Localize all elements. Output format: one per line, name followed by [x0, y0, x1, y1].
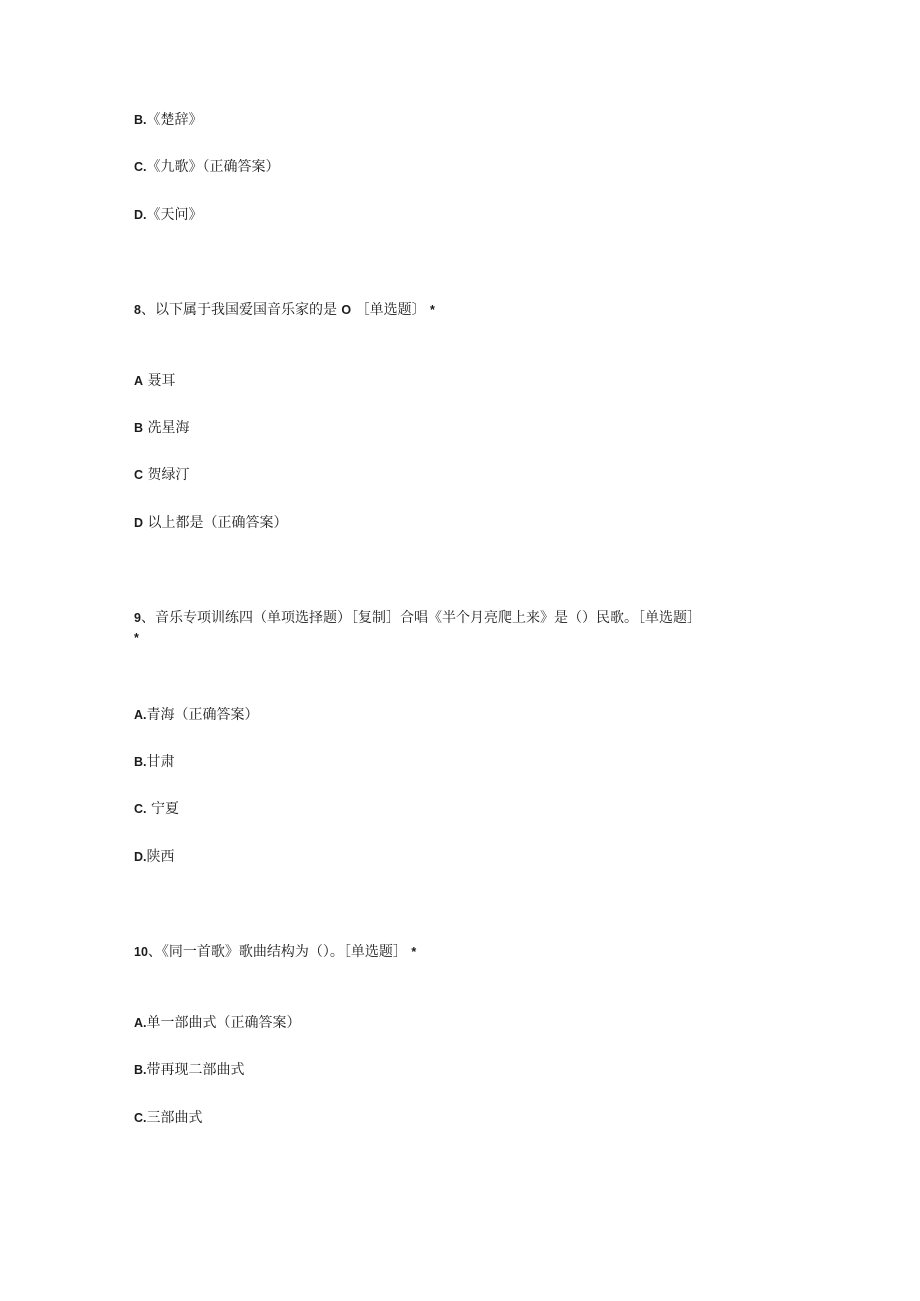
- option-text: 陕西: [146, 849, 175, 865]
- q8-option-b: [134, 418, 189, 438]
- q9-option-c: [134, 799, 179, 819]
- option-key: D.: [134, 208, 147, 222]
- q10-option-c: [134, 1108, 203, 1128]
- option-key: B.: [134, 113, 147, 127]
- option-key: A.: [134, 708, 147, 722]
- q7-option-b: [134, 110, 203, 130]
- q7-option-d: [134, 205, 203, 225]
- option-text: 以上都是（正确答案）: [147, 515, 288, 531]
- option-key: D: [134, 516, 144, 530]
- q10-option-a: [134, 1013, 301, 1033]
- option-text: 三部曲式: [146, 1110, 203, 1126]
- option-key: B.: [134, 755, 147, 769]
- option-text: 单一部曲式（正确答案）: [146, 1015, 301, 1031]
- question-text: 、《同一首歌》歌曲结构为（）。［单选题］: [147, 944, 407, 960]
- option-key: A: [134, 374, 144, 388]
- option-text: 宁夏: [146, 801, 179, 817]
- option-text: 冼星海: [147, 420, 190, 436]
- q7-option-c: [134, 157, 280, 177]
- q8-option-d: [134, 513, 287, 533]
- q9-option-a: [134, 705, 259, 725]
- option-text: 聂耳: [147, 373, 176, 389]
- required-star: *: [134, 631, 139, 645]
- option-key: A.: [134, 1016, 147, 1030]
- question-text: 、音乐专项训练四（单项选择题）［复制］合唱《半个月亮爬上来》是（）民歌。［单选题］: [140, 610, 701, 626]
- option-key: B: [134, 421, 144, 435]
- q9-stem: [134, 608, 784, 648]
- q8-option-c: [134, 465, 189, 485]
- option-key: C.: [134, 160, 147, 174]
- option-text: 青海（正确答案）: [146, 707, 259, 723]
- question-number: 10: [134, 945, 148, 959]
- option-key: C.: [134, 1111, 147, 1125]
- option-text: 《天问》: [146, 207, 203, 223]
- q8-option-a: [134, 371, 175, 391]
- option-text: 甘肃: [146, 754, 175, 770]
- option-text: 《九歌》（正确答案）: [146, 159, 280, 175]
- q10-stem: [134, 942, 416, 962]
- q10-option-b: [134, 1060, 245, 1080]
- question-number: 9: [134, 611, 141, 625]
- question-text: 、以下属于我国爱国音乐家的是: [140, 302, 337, 318]
- option-key: D.: [134, 850, 147, 864]
- required-star: *: [430, 303, 435, 317]
- question-number: 8: [134, 303, 141, 317]
- q9-option-b: [134, 752, 175, 772]
- option-key: C.: [134, 802, 147, 816]
- required-star: *: [411, 945, 417, 959]
- question-type-tag: ［单选题〕: [355, 302, 426, 318]
- option-text: 《楚辞》: [146, 112, 203, 128]
- q9-option-d: [134, 847, 175, 867]
- option-key: B.: [134, 1063, 147, 1077]
- question-blank: O: [341, 303, 352, 317]
- option-text: 贺绿汀: [147, 467, 190, 483]
- option-text: 带再现二部曲式: [146, 1062, 245, 1078]
- q8-stem: [134, 300, 435, 320]
- option-key: C: [134, 468, 144, 482]
